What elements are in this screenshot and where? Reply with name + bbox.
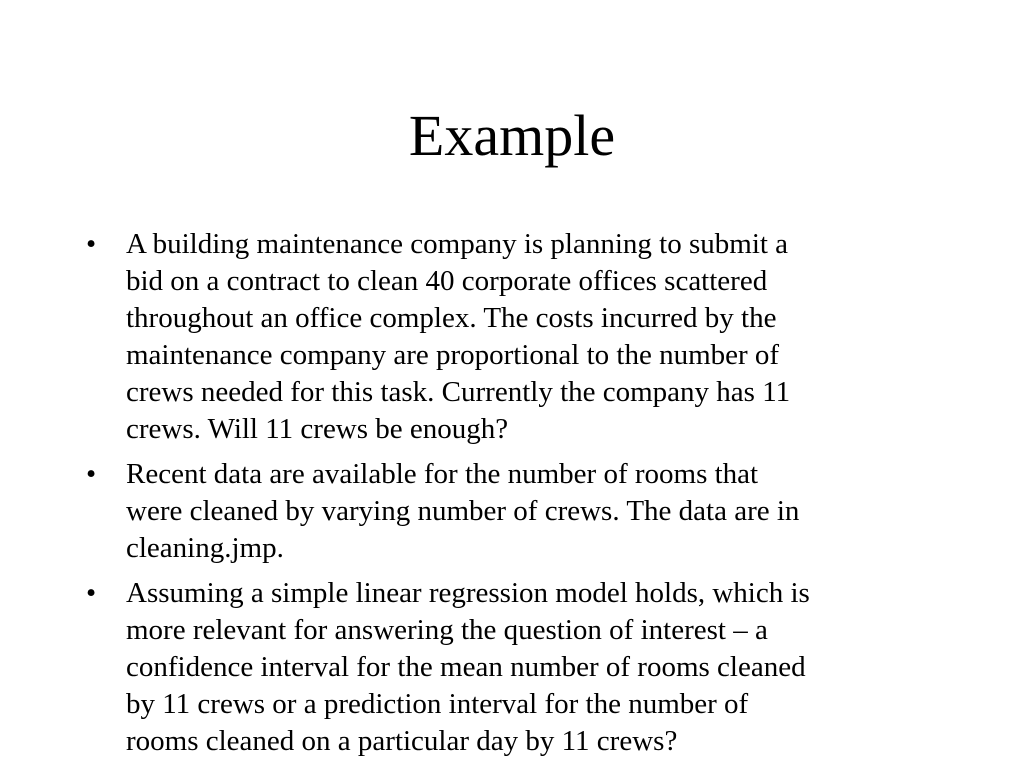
bullet-list — [86, 226, 946, 768]
slide-title: Example — [408, 103, 616, 168]
bullet-icon: • — [86, 577, 97, 609]
bullet-item — [86, 456, 946, 567]
bullet-icon: • — [86, 458, 97, 490]
bullet-text: A building maintenance company is planning to submit a bid on a contract to clean 40 corporate offices scattered throughout an office complex. The costs incurred by the maintenance company are proportional to the number of crews needed for this task. Currently the company has 11 crews. Will 11 crews be enough? — [126, 228, 791, 445]
bullet-icon: • — [86, 228, 97, 260]
bullet-text: Recent data are available for the number of rooms that were cleaned by varying number of crews. The data are in cleaning.jmp. — [126, 458, 800, 564]
bullet-item — [86, 575, 946, 760]
bullet-text: Assuming a simple linear regression model holds, which is more relevant for answering the question of interest – a confidence interval for the mean number of rooms cleaned by 11 crews or a prediction interval for the number of rooms cleaned on a particular day by 11 crews? — [126, 577, 810, 757]
bullet-item — [86, 226, 946, 448]
